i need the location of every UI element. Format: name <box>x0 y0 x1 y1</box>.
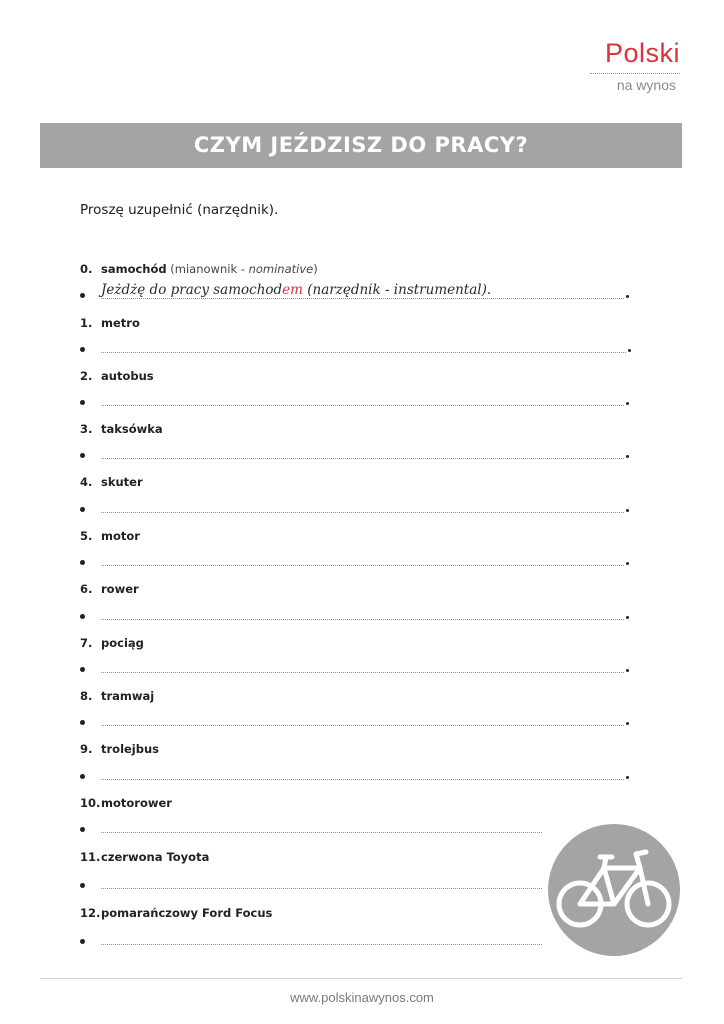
bullet-icon <box>80 774 85 779</box>
bicycle-icon <box>548 824 680 956</box>
example-answer-line <box>80 282 624 302</box>
item-number: 0. <box>80 262 93 276</box>
answer-field[interactable] <box>80 715 624 729</box>
exercise-item: 12.pomarańczowy Ford Focus <box>80 906 273 920</box>
bullet-icon <box>80 560 85 565</box>
answer-field[interactable] <box>80 934 542 948</box>
exercise-item: 10.motorower <box>80 796 172 810</box>
dotted-line <box>101 298 624 299</box>
footer-url[interactable]: www.polskinawynos.com <box>290 990 434 1005</box>
bullet-icon <box>80 667 85 672</box>
exercise-item: 5. motor <box>80 529 140 543</box>
exercise-item: 2. autobus <box>80 369 154 383</box>
answer-field[interactable] <box>80 878 542 892</box>
bullet-icon <box>80 827 85 832</box>
exercise-item: 7. pociąg <box>80 636 144 650</box>
answer-field[interactable] <box>80 448 624 462</box>
answer-field[interactable] <box>80 502 624 516</box>
bullet-icon <box>80 883 85 888</box>
answer-field[interactable] <box>80 769 624 783</box>
exercise-item: 11.czerwona Toyota <box>80 850 210 864</box>
answer-field[interactable] <box>80 342 626 356</box>
exercise-item: 6. rower <box>80 582 139 596</box>
bullet-icon <box>80 614 85 619</box>
bullet-icon <box>80 347 85 352</box>
item-word: samochód <box>101 262 167 276</box>
example-item <box>80 262 318 276</box>
answer-field[interactable] <box>80 662 624 676</box>
page-title-banner: CZYM JEŹDZISZ DO PRACY? <box>40 123 682 168</box>
bullet-icon <box>80 939 85 944</box>
exercise-item: 1. metro <box>80 316 140 330</box>
bullet-icon <box>80 293 85 298</box>
item-note: (mianownik - nominative) <box>166 262 318 276</box>
example-answer: Jeżdżę do pracy samochodem (narzędnik - instrumental). <box>101 282 492 298</box>
exercise-item: 3. taksówka <box>80 422 163 436</box>
bullet-icon <box>80 507 85 512</box>
bicycle-badge <box>548 824 680 956</box>
instruction-text: Proszę uzupełnić (narzędnik). <box>80 202 279 218</box>
logo-title: Polski <box>604 38 680 68</box>
bullet-icon <box>80 720 85 725</box>
exercise-item: 9. trolejbus <box>80 742 160 756</box>
bullet-icon <box>80 453 85 458</box>
line-end-dot <box>626 295 629 298</box>
answer-field[interactable] <box>80 822 542 836</box>
answer-field[interactable] <box>80 555 624 569</box>
bullet-icon <box>80 400 85 405</box>
logo-divider <box>590 73 680 74</box>
exercise-item: 4. skuter <box>80 475 143 489</box>
answer-field[interactable] <box>80 609 624 623</box>
exercise-item: 8. tramwaj <box>80 689 155 703</box>
answer-field[interactable] <box>80 395 624 409</box>
footer-divider <box>40 978 682 979</box>
logo-subtitle: na wynos <box>616 77 676 93</box>
brand-logo <box>590 40 680 92</box>
